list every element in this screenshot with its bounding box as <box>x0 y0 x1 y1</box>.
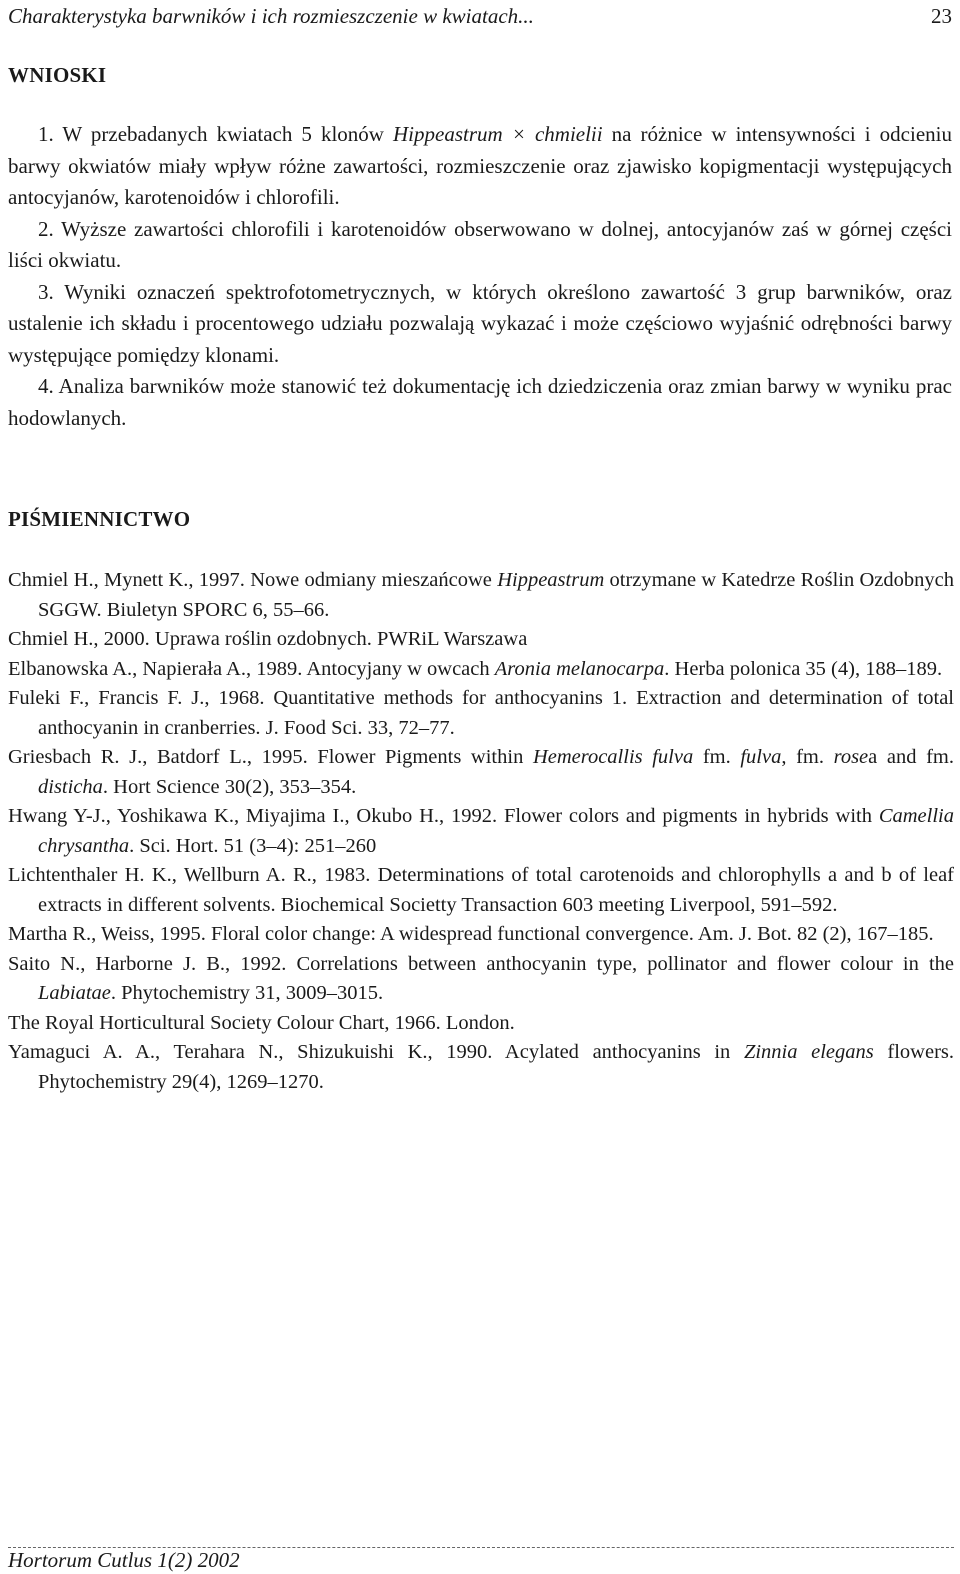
reference-item: Saito N., Harborne J. B., 1992. Correlations between anthocyanin type, pollinator and flower colour in the Labiatae. Phytochemistry 31, 3009–3015. <box>8 952 954 1004</box>
reference-item: Martha R., Weiss, 1995. Floral color change: A widespread functional convergence. Am. J. Bot. 82 (2), 167–185. <box>8 923 934 945</box>
conclusion-item: 2. Wyższe zawartości chlorofili i karotenoidów obserwowano w dolnej, antocyjanów zaś w górnej części liści okwiatu. <box>8 216 952 272</box>
reference-item: Hwang Y-J., Yoshikawa K., Miyajima I., Okubo H., 1992. Flower colors and pigments in hybrids with Camellia chrysantha. Sci. Hort. 51 (3–4): 251–260 <box>8 805 954 857</box>
reference-item: Lichtenthaler H. K., Wellburn A. R., 1983. Determinations of total carotenoids and chlorophylls a and b of leaf extracts in different solvents. Biochemical Societty Transaction 603 meeting Liverpool, 591–592. <box>8 864 954 916</box>
reference-item: Chmiel H., Mynett K., 1997. Nowe odmiany mieszańcowe Hippeastrum otrzymane w Katedrze Roślin Ozdobnych SGGW. Biuletyn SPORC 6, 55–66. <box>8 569 954 621</box>
reference-item: The Royal Horticultural Society Colour Chart, 1966. London. <box>8 1011 515 1034</box>
conclusions-list <box>8 119 952 434</box>
reference-item: Griesbach R. J., Batdorf L., 1995. Flower Pigments within Hemerocallis fulva fm. fulva, fm. rosea and fm. disticha. Hort Science 30(2), 353–354. <box>8 746 954 798</box>
conclusion-item: 1. W przebadanych kwiatach 5 klonów Hippeastrum × chmielii na różnice w intensywności i odcieniu barwy okwiatów miały wpływ różne zawartości, rozmieszczenie oraz zjawisko kopigmentacji występujących antocyjanów, karotenoidów i chlorofili. <box>8 122 952 209</box>
page-number: 23 <box>931 4 952 28</box>
reference-item: Yamaguci A. A., Terahara N., Shizukuishi K., 1990. Acylated anthocyanins in Zinnia elegans flowers. Phytochemistry 29(4), 1269–1270. <box>8 1041 955 1093</box>
conclusion-item: 3. Wyniki oznaczeń spektrofotometrycznych, w których określono zawartość 3 grup barwników, oraz ustalenie ich składu i procentowego udziału pozwalają wykazać i może częściowo wyjaśnić odrębności barwy występujące pomiędzy klonami. <box>8 279 952 367</box>
reference-item: Chmiel H., 2000. Uprawa roślin ozdobnych. PWRiL Warszawa <box>8 628 528 650</box>
references-list <box>8 566 954 1097</box>
footer-journal: Hortorum Cutlus 1(2) 2002 <box>8 1548 240 1572</box>
references-heading: PIŚMIENNICTWO <box>8 507 191 531</box>
reference-item: Fuleki F., Francis F. J., 1968. Quantitative methods for anthocyanins 1. Extraction and determination of total anthocyanin in cranberries. J. Food Sci. 33, 72–77. <box>8 687 954 739</box>
running-header <box>8 3 952 29</box>
conclusion-item: 4. Analiza barwników może stanowić też dokumentację ich dziedziczenia oraz zmian barwy w wyniku prac hodowlanych. <box>8 374 952 430</box>
reference-item: Elbanowska A., Napierała A., 1989. Antocyjany w owcach Aronia melanocarpa. Herba polonica 35 (4), 188–189. <box>8 657 943 680</box>
running-title: Charakterystyka barwników i ich rozmieszczenie w kwiatach... <box>8 4 534 28</box>
conclusions-heading: WNIOSKI <box>8 63 107 87</box>
